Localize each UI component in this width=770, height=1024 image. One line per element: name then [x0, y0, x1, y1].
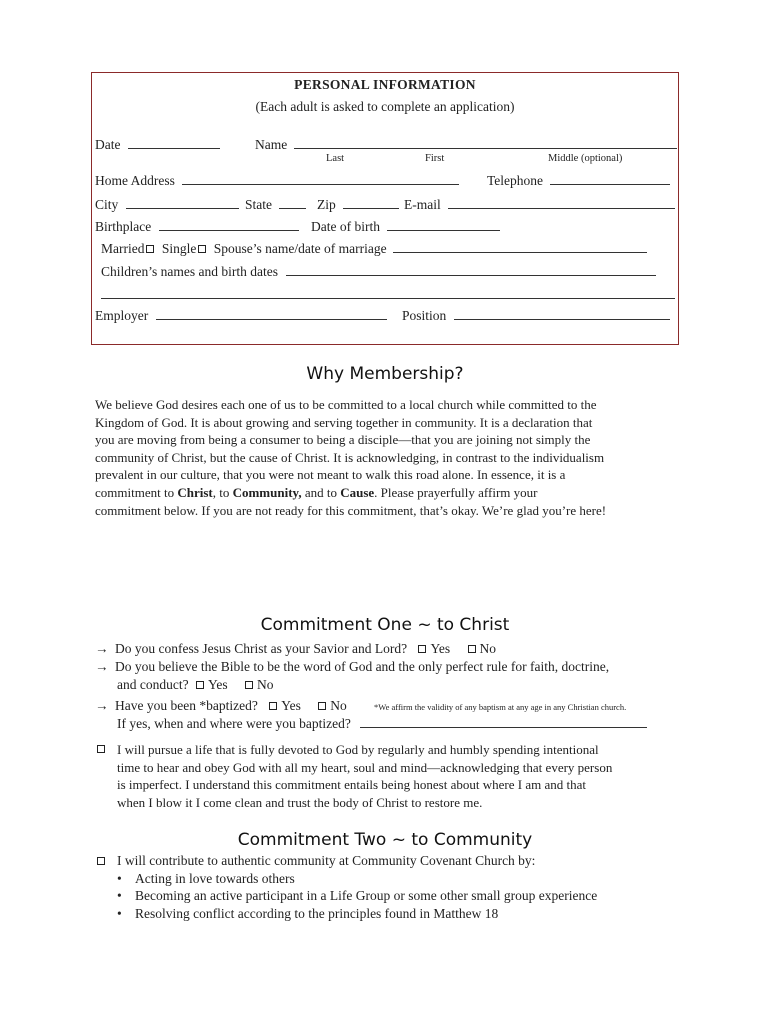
spouse-field[interactable] [393, 251, 647, 253]
first-label: First [425, 153, 445, 164]
list-item: • Becoming an active participant in a Life Group or some other small group experience [117, 888, 598, 903]
why-line: We believe God desires each one of us to be committed to a local church while committed to the [95, 397, 597, 412]
birthplace-label: Birthplace [95, 219, 152, 234]
baptism-details-field[interactable] [360, 726, 647, 728]
community-intro: I will contribute to authentic community at Community Covenant Church by: [117, 853, 536, 868]
question-confess: → Do you confess Jesus Christ as your Savior and Lord? Yes No [95, 641, 496, 656]
pledge-checkbox-wrap [97, 741, 105, 757]
pledge-christ-text: I will pursue a life that is fully devoted to God by regularly and humbly spending intentional time to hear and obey God with all my heart, soul and mind—acknowledging that every person is imperfect. I understand this commitment entails being honest about where I am and that when I blow it I come clean and trust the body of Christ to restore me. [117, 742, 613, 810]
middle-label: Middle (optional) [548, 153, 623, 164]
single-checkbox[interactable] [198, 245, 206, 253]
name-label: Name [255, 137, 288, 152]
why-line: you are moving from being a consumer to being a disciple—that you are joining not simply the [95, 432, 591, 448]
personal-info-subtitle: (Each adult is asked to complete an application) [255, 99, 515, 114]
state-row [245, 197, 306, 213]
email-label: E-mail [404, 197, 441, 212]
email-field[interactable] [448, 207, 675, 209]
q3-yes-checkbox[interactable] [269, 702, 277, 710]
telephone-label: Telephone [487, 173, 544, 188]
why-line: community of Christ, but the cause of Christ. It is acknowledging, in contrast to the individualism [95, 449, 605, 465]
position-field[interactable] [454, 318, 670, 320]
bullet-icon: • [117, 888, 122, 903]
commitment-two-heading: Commitment Two ~ to Community [237, 830, 533, 850]
date-row [95, 137, 220, 153]
dob-field[interactable] [387, 229, 500, 231]
term-christ: Christ [177, 484, 213, 500]
home-address-field[interactable] [182, 183, 459, 185]
q3-no-checkbox[interactable] [318, 702, 326, 710]
home-address-row [95, 173, 459, 189]
bullet-icon: • [117, 906, 122, 921]
arrow-icon: → [95, 659, 109, 674]
position-row [402, 308, 670, 324]
arrow-icon: → [95, 698, 109, 713]
birthplace-row [95, 219, 299, 235]
why-line: prevalent in our culture, that you were not meant to walk this road alone. In essence, it is a [95, 467, 566, 483]
term-cause: Cause [340, 484, 375, 500]
last-label: Last [326, 153, 345, 164]
employer-label: Employer [95, 308, 149, 323]
telephone-row [487, 173, 670, 189]
pledge-christ-checkbox[interactable] [97, 745, 105, 753]
commitment-one-heading: Commitment One ~ to Christ [260, 615, 510, 635]
why-line-bold-terms: commitment to Christ, to Community, and to Cause. Please prayerfully affirm your [95, 484, 538, 500]
arrow-icon: → [95, 641, 109, 656]
q2-no-checkbox[interactable] [245, 681, 253, 689]
married-checkbox[interactable] [146, 245, 154, 253]
telephone-field[interactable] [550, 183, 670, 185]
zip-row [317, 197, 399, 213]
single-label: Single [161, 241, 197, 256]
dob-label: Date of birth [311, 219, 380, 234]
baptism-note: *We affirm the validity of any baptism at any age in any Christian church. [374, 702, 627, 712]
question-bible: → Do you believe the Bible to be the word of God and the only perfect rule for faith, doctrine, [95, 659, 610, 674]
list-item: • Resolving conflict according to the principles found in Matthew 18 [117, 906, 499, 921]
term-community: Community, [232, 484, 302, 500]
city-row [95, 197, 239, 213]
why-line: commitment below. If you are not ready for this commitment, that’s okay. We’re glad you’re here! [95, 502, 607, 518]
question-baptized: → Have you been *baptized? Yes No [95, 698, 347, 713]
dob-row [311, 219, 500, 235]
q1-yes-checkbox[interactable] [418, 645, 426, 653]
list-item: • Acting in love towards others [117, 871, 295, 886]
birthplace-field[interactable] [159, 229, 299, 231]
married-label: Married [101, 241, 145, 256]
zip-field[interactable] [343, 207, 399, 209]
question-bible-cont: and conduct? Yes No [117, 677, 274, 692]
why-paragraph [95, 396, 606, 519]
employer-field[interactable] [156, 318, 387, 320]
bullet-icon: • [117, 871, 122, 886]
personal-info-title: PERSONAL INFORMATION [294, 77, 476, 92]
marital-row [101, 241, 647, 257]
date-field[interactable] [128, 147, 220, 149]
date-label: Date [95, 137, 121, 152]
children-label: Children’s names and birth dates [101, 264, 278, 279]
children-field[interactable] [286, 274, 656, 276]
why-membership-heading: Why Membership? [306, 364, 464, 384]
q2-yes-checkbox[interactable] [196, 681, 204, 689]
q1-no-checkbox[interactable] [468, 645, 476, 653]
home-address-label: Home Address [95, 173, 175, 188]
baptism-followup-row: If yes, when and where were you baptized? [117, 716, 647, 732]
city-label: City [95, 197, 119, 212]
children-row [101, 264, 656, 280]
name-field[interactable] [294, 147, 677, 149]
community-checkbox-wrap [97, 853, 105, 869]
zip-label: Zip [317, 197, 336, 212]
email-row [404, 197, 675, 213]
state-label: State [245, 197, 272, 212]
employer-row [95, 308, 387, 324]
spouse-label: Spouse’s name/date of marriage [213, 241, 387, 256]
children-field-extra-line[interactable] [101, 298, 675, 299]
city-field[interactable] [126, 207, 239, 209]
name-row [255, 137, 677, 153]
pledge-community-checkbox[interactable] [97, 857, 105, 865]
state-field[interactable] [279, 207, 306, 209]
why-line: Kingdom of God. It is about growing and serving together in community. It is a declaration that [95, 414, 593, 430]
position-label: Position [402, 308, 447, 323]
